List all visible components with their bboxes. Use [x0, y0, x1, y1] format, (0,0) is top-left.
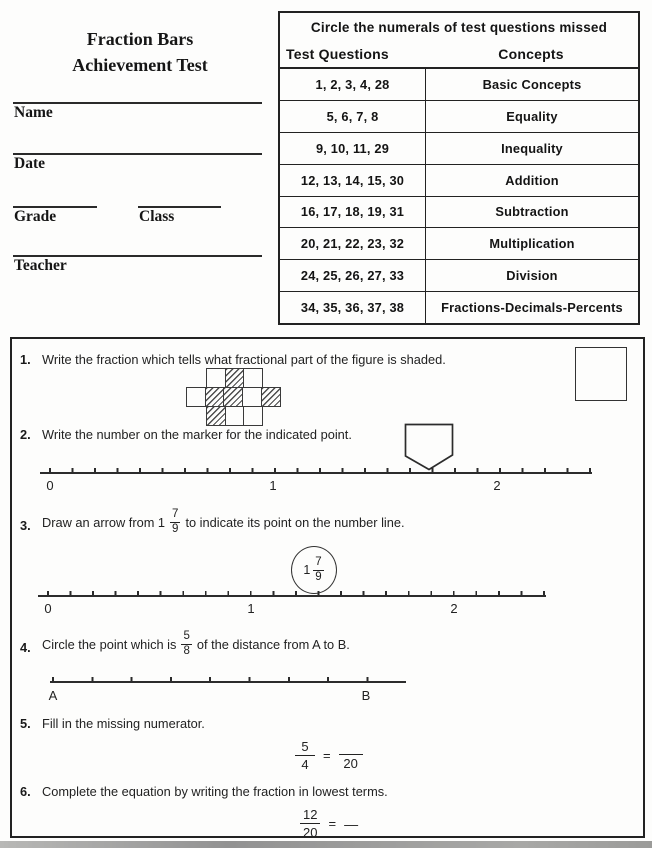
table-row [280, 165, 638, 197]
q4-label-a: A [48, 688, 58, 703]
question-6-number: 6. [20, 784, 31, 799]
concept-cell: Multiplication [489, 236, 575, 252]
question-5-number: 5. [20, 716, 31, 731]
question-5-text: Fill in the missing numerator. [42, 716, 205, 731]
questions-cell[interactable]: 20, 21, 22, 23, 32 [280, 228, 426, 259]
q3-numberline[interactable] [38, 595, 546, 597]
grade-label: Grade [14, 208, 57, 225]
concept-cell: Fractions-Decimals-Percents [441, 300, 623, 316]
questions-cell[interactable]: 9, 10, 11, 29 [280, 133, 426, 164]
question-3-number: 3. [20, 518, 31, 533]
grid-cell-shaded [205, 387, 225, 407]
class-label: Class [139, 208, 175, 225]
question-2-text: Write the number on the marker for the indicated point. [42, 427, 352, 442]
bubble-whole-number: 1 [303, 563, 311, 577]
col-header-test-questions: Test Questions [286, 46, 389, 62]
grid-cell-shaded [206, 406, 226, 426]
q5-right-fraction [339, 741, 363, 770]
table-row [280, 260, 638, 292]
table-row [280, 228, 638, 260]
table-row [280, 197, 638, 229]
q3-tick-label-2: 2 [450, 601, 458, 616]
question-4-text-before: Circle the point which is [42, 636, 177, 652]
equals-sign: = [323, 748, 331, 763]
shaded-figure-row-bottom [207, 406, 263, 426]
title-line-1: Fraction Bars [86, 29, 194, 49]
grid-cell [206, 368, 226, 388]
fraction-numerator: 12 [300, 808, 320, 824]
grid-cell-shaded [261, 387, 281, 407]
question-4-fraction [181, 631, 191, 658]
question-3-text-before: Draw an arrow from 1 [42, 514, 166, 530]
shaded-figure-row-middle [187, 387, 281, 407]
q5-equation [295, 740, 363, 771]
fraction-numerator: 7 [170, 509, 180, 523]
table-row [280, 101, 638, 133]
col-header-concepts: Concepts [498, 46, 564, 62]
fraction-numerator: 5 [181, 631, 191, 645]
title-line-2: Achievement Test [72, 55, 208, 76]
question-3-fraction [170, 509, 180, 536]
grid-cell [243, 406, 263, 426]
questions-cell[interactable]: 16, 17, 18, 19, 31 [280, 197, 426, 228]
fraction-denominator: 4 [301, 757, 309, 772]
concept-cell: Basic Concepts [482, 76, 582, 92]
question-3-text [42, 508, 405, 536]
question-1-number: 1. [20, 352, 31, 367]
q4-segment-line[interactable] [50, 681, 406, 683]
q3-tick-label-0: 0 [44, 601, 52, 616]
score-table-caption: Circle the numerals of test questions missed [310, 20, 608, 35]
questions-cell[interactable]: 5, 6, 7, 8 [280, 101, 426, 132]
table-row [280, 69, 638, 101]
question-4-text [42, 630, 350, 658]
questions-cell[interactable]: 34, 35, 36, 37, 38 [280, 292, 426, 323]
q6-left-fraction [300, 808, 320, 839]
date-input-line[interactable] [13, 153, 262, 155]
grid-cell [242, 387, 262, 407]
q2-numberline[interactable] [40, 472, 592, 474]
q4-label-b: B [361, 688, 371, 703]
fraction-denominator: 20 [343, 756, 358, 771]
score-table-body [280, 69, 638, 323]
point-marker-pentagon[interactable] [404, 423, 454, 472]
teacher-label: Teacher [14, 257, 67, 274]
q2-tick-label-1: 1 [269, 478, 277, 493]
fraction-numerator: 5 [295, 740, 315, 756]
fraction-numerator: 7 [313, 557, 323, 571]
equals-sign: = [328, 816, 337, 831]
shaded-figure-row-top [207, 368, 263, 388]
table-row [280, 292, 638, 323]
question-3-text-after: to indicate its point on the number line. [185, 514, 405, 530]
name-label: Name [14, 104, 53, 121]
missing-numerator-blank[interactable] [339, 741, 363, 755]
fraction-denominator: 9 [315, 571, 322, 583]
bubble-fraction [313, 557, 323, 584]
score-table [278, 11, 640, 325]
scan-edge-shadow [0, 841, 652, 848]
page-title [0, 26, 280, 78]
questions-cell[interactable]: 1, 2, 3, 4, 28 [280, 69, 426, 100]
answer-box[interactable] [575, 347, 627, 401]
q5-left-fraction [295, 740, 315, 771]
q2-tick-label-2: 2 [493, 478, 501, 493]
q2-tick-label-0: 0 [46, 478, 54, 493]
grid-cell-shaded [223, 387, 243, 407]
concept-cell: Subtraction [495, 204, 569, 220]
fraction-denominator: 20 [303, 825, 318, 840]
grid-cell [243, 368, 263, 388]
grid-cell-shaded [225, 368, 245, 388]
questions-cell[interactable]: 24, 25, 26, 27, 33 [280, 260, 426, 291]
mixed-number-bubble[interactable] [291, 546, 337, 594]
grid-cell [225, 406, 245, 426]
fraction-denominator: 8 [183, 645, 190, 657]
concept-cell: Equality [506, 108, 558, 124]
fraction-denominator: 9 [172, 523, 179, 535]
question-4-number: 4. [20, 640, 31, 655]
concept-cell: Division [506, 268, 558, 284]
grid-cell [186, 387, 206, 407]
score-table-header-row [280, 35, 638, 69]
question-1-text: Write the fraction which tells what fractional part of the figure is shaded. [42, 352, 446, 367]
question-6-text: Complete the equation by writing the fraction in lowest terms. [42, 784, 388, 799]
date-label: Date [14, 155, 45, 172]
q6-equation [300, 808, 357, 839]
questions-cell[interactable]: 12, 13, 14, 15, 30 [280, 165, 426, 196]
question-4-text-after: of the distance from A to B. [196, 636, 350, 652]
concept-cell: Addition [505, 172, 559, 188]
answer-blank-dash[interactable]: — [344, 815, 358, 832]
q3-tick-label-1: 1 [247, 601, 255, 616]
table-row [280, 133, 638, 165]
question-2-number: 2. [20, 427, 31, 442]
concept-cell: Inequality [501, 140, 563, 156]
